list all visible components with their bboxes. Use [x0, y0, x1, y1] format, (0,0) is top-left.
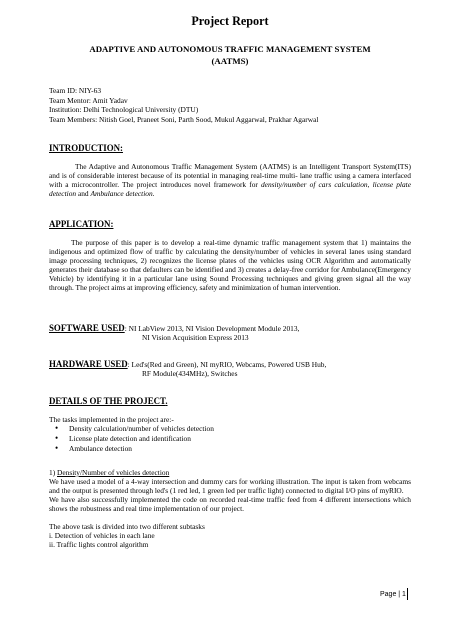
software-line1: : NI LabView 2013, NI Vision Development Module 2013,: [124, 324, 300, 333]
introduction-paragraph: [49, 162, 411, 198]
intro-text-b: and: [76, 189, 91, 198]
hardware-label: HARDWARE USED: [49, 359, 128, 369]
application-heading-text: APPLICATION: [49, 219, 111, 229]
section-density: [49, 468, 411, 549]
intro-text-a: The Adaptive and Autonomous Traffic Management System (AATMS) is an Intelligent Transport System(ITS) and is of considerable interest because of its potential in managing real-time multi- lane traffic using a camera interfaced with a microcontroller. The project introduces novel framework for: [49, 162, 411, 189]
list-item: • License plate detection and identification: [49, 434, 411, 444]
section-density-number: 1): [49, 468, 58, 477]
hardware-section: [49, 360, 411, 378]
software-section: [49, 324, 411, 342]
team-members: Team Members: Nitish Goel, Praneet Soni, Parth Sood, Mukul Aggarwal, Prakhar Agarwal: [49, 114, 319, 124]
software-label: SOFTWARE USED: [49, 323, 125, 333]
section-density-para3: The above task is divided into two different subtasks: [49, 522, 205, 531]
details-heading: [49, 396, 411, 407]
team-id: Team ID: NIY-63: [49, 86, 102, 95]
project-title-line1: ADAPTIVE AND AUTONOMOUS TRAFFIC MANAGEMENT SYSTEM: [89, 44, 371, 54]
team-institution: Institution: Delhi Technological University (DTU): [49, 105, 199, 114]
report-title: Project Report: [191, 14, 269, 28]
section-density-para1: We have used a model of a 4-way intersection and dummy cars for working illustration. The input is taken from webcams and the output is presented through led's (1 red led, 1 green led per traffic light) connected to digital I/O pins of myRIO.: [49, 477, 411, 495]
list-item: • Density calculation/number of vehicles detection: [49, 424, 411, 434]
project-title-line2: (AATMS): [211, 56, 249, 66]
intro-text-italic1: density/number of cars calculation, license plate detection: [49, 180, 411, 198]
application-heading-colon: :: [110, 219, 114, 229]
software-line2: NI Vision Acquisition Express 2013: [142, 333, 249, 342]
hardware-row-1: [49, 360, 411, 369]
details-heading-text: DETAILS OF THE PROJECT: [49, 396, 166, 406]
details-intro: The tasks implemented in the project are:-: [49, 415, 174, 424]
project-title: [49, 43, 411, 67]
task-list: [49, 424, 411, 453]
details-section: [49, 396, 411, 453]
application-paragraph: The purpose of this paper is to develop a real-time dynamic traffic management system that 1) maintains the indigenous and optimized flow of traffic by calculating the density/number of vehicles in several lanes using standard image processing techniques, 2) recognizes the license plates of the vehicles using OCR Algorithm and automatically generates their database so that defaulters can be identified and 3) creates a delay-free corridor for Ambulance(Emergency Vehicle) by identifying it in a particular lane using Sound Processing techniques and giving green signal all the way through. The project aims at improving efficiency, safety and minimization of human intervention.: [49, 238, 411, 292]
software-row-1: [49, 324, 411, 333]
list-item: • Ambulance detection: [49, 444, 411, 454]
page-number: Page | 1: [380, 591, 406, 598]
team-info: [49, 86, 411, 124]
application-section: [49, 219, 411, 292]
application-heading: [49, 219, 411, 230]
intro-text-italic2: Ambulance detection.: [90, 189, 155, 198]
introduction-section: [49, 143, 411, 198]
introduction-heading-colon: :: [120, 143, 123, 153]
section-density-title-row: [49, 468, 411, 477]
details-heading-suffix: .: [165, 396, 168, 406]
hardware-line1: : Led's(Red and Green), NI myRIO, Webcams, Powered USB Hub,: [127, 360, 327, 369]
introduction-heading-text: INTRODUCTION: [49, 143, 121, 153]
list-item: ii. Traffic lights control algorithm: [49, 540, 149, 549]
section-density-para2: We have also successfully implemented the code on recorded real-time traffic feed from 4 different intersections which shows the robustness and real time implementation of our project.: [49, 495, 411, 513]
section-density-title: Density/Number of vehicles detection: [57, 468, 170, 477]
team-mentor: Team Mentor: Amit Yadav: [49, 95, 128, 105]
hardware-line2: RF Module(434MHz), Switches: [142, 369, 238, 378]
list-item: i. Detection of vehicles in each lane: [49, 531, 155, 540]
footer-divider: [407, 588, 408, 600]
introduction-heading: [49, 143, 411, 154]
